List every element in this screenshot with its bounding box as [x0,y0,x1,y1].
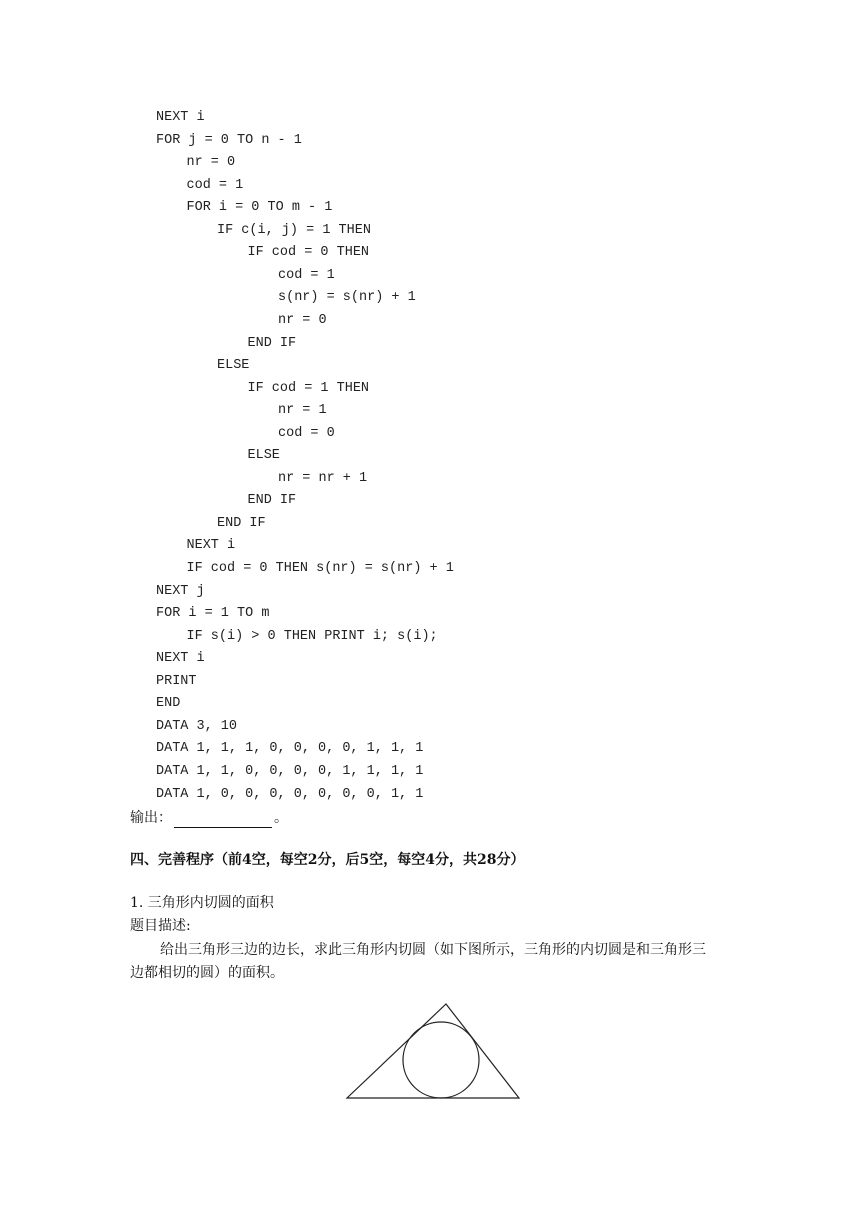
code-line: NEXT j [156,583,205,599]
code-line: NEXT i [156,651,205,667]
code-line: nr = 0 [186,155,236,171]
problem-title: 1. 三角形内切圆的面积 [130,895,274,911]
code-line: DATA 1, 1, 0, 0, 0, 0, 1, 1, 1, 1 [156,763,424,779]
output-line [130,808,288,828]
output-end: 。 [274,810,288,826]
code-line: END IF [247,335,297,351]
code-line: FOR i = 1 TO m [156,606,270,622]
code-line: FOR j = 0 TO n - 1 [156,132,302,148]
description-line-2: 边都相切的圆）的面积。 [130,965,284,981]
code-line: nr = 1 [278,403,327,419]
code-line: IF c(i, j) = 1 THEN [217,222,371,238]
code-line: cod = 1 [186,177,244,193]
code-line: nr = 0 [278,312,327,328]
code-line: DATA 1, 0, 0, 0, 0, 0, 0, 0, 1, 1 [156,786,424,802]
code-line: DATA 3, 10 [156,718,238,734]
code-line: nr = nr + 1 [278,470,368,486]
code-line: NEXT i [186,538,236,554]
incircle-figure [340,998,526,1104]
code-line: END [156,696,181,712]
code-line: DATA 1, 1, 1, 0, 0, 0, 0, 1, 1, 1 [156,741,424,757]
code-line: NEXT i [156,110,205,125]
answer-blank[interactable] [174,811,272,828]
code-line: IF cod = 0 THEN [247,245,370,261]
code-line: END IF [247,493,297,509]
code-line: s(nr) = s(nr) + 1 [278,290,416,306]
code-line: ELSE [247,448,280,464]
code-line: IF cod = 1 THEN [247,380,370,396]
code-line: cod = 1 [278,267,335,283]
code-line: END IF [217,515,266,531]
description-line-1: 给出三角形三边的边长，求此三角形内切圆（如下图所示，三角形的内切圆是和三角形三 [160,942,706,958]
output-label: 输出： [130,810,172,826]
code-line: ELSE [217,358,250,374]
code-line: IF s(i) > 0 THEN PRINT i; s(i); [186,628,438,644]
code-line: PRINT [156,673,197,689]
code-line: IF cod = 0 THEN s(nr) = s(nr) + 1 [186,561,454,576]
triangle [347,1004,519,1098]
description-label: 题目描述: [130,918,191,934]
inscribed-circle [403,1022,479,1098]
code-line: cod = 0 [278,425,335,441]
section-heading: 四、完善程序（前4空，每空2分，后5空，每空4分，共28分） [130,852,525,868]
code-line: FOR i = 0 TO m - 1 [186,200,333,216]
